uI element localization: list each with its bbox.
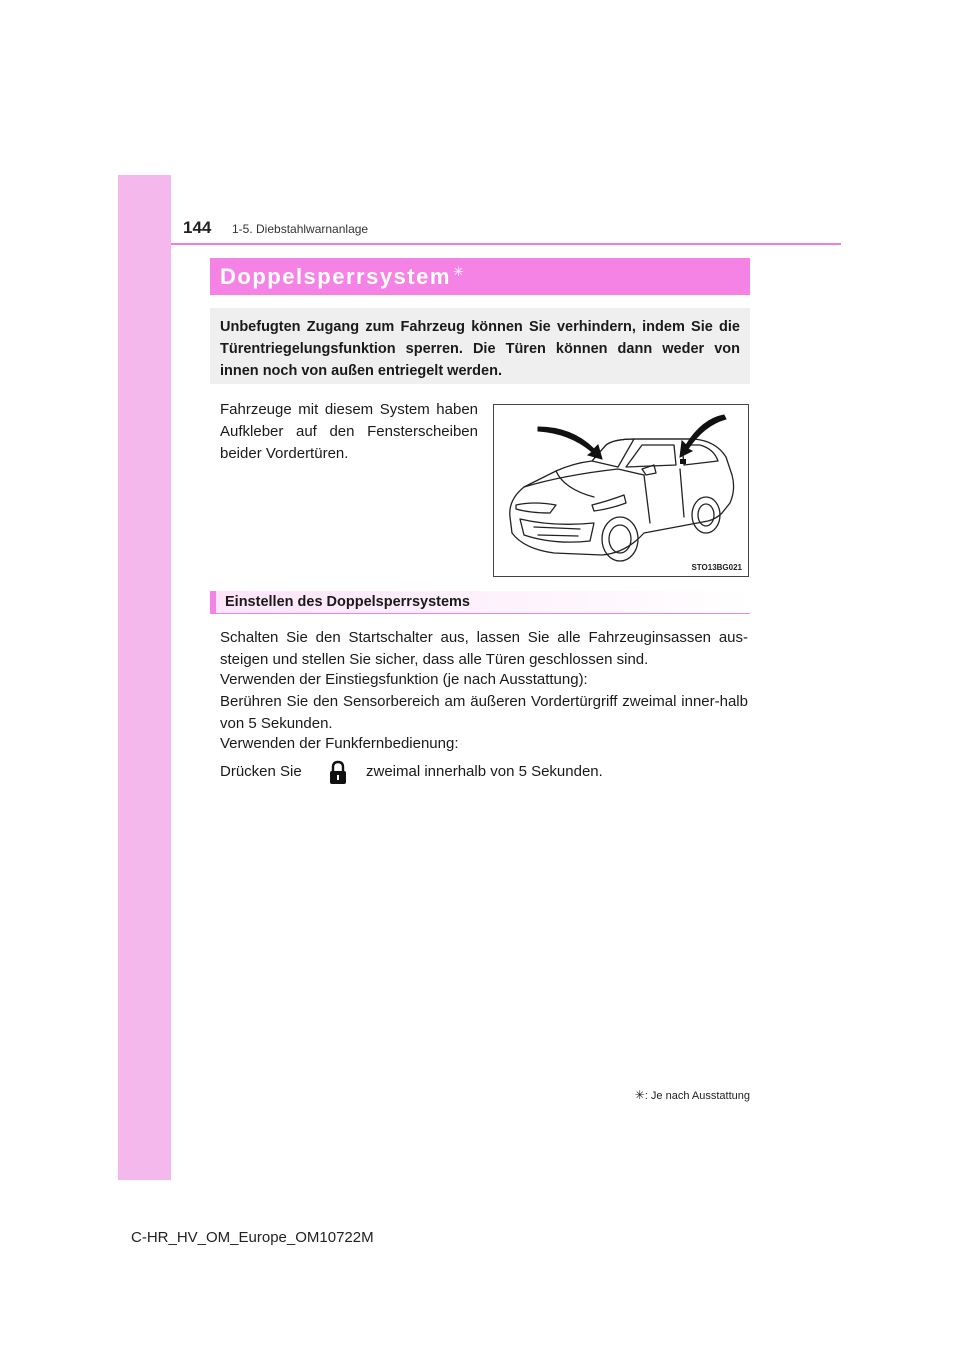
footnote-text: : Je nach Ausstattung [644, 1090, 750, 1102]
remote-heading: Verwenden der Funkfernbedienung: [220, 735, 459, 752]
subsection-accent [210, 591, 216, 613]
figure-code: STO13BG021 [691, 563, 742, 572]
lock-icon [326, 760, 350, 786]
entry-function-text: Berühren Sie den Sensorbereich am äußeren Vordertürgriff zweimal inner-halb von 5 Sekunden. [220, 693, 748, 732]
section-title: Doppelsperrsystem [220, 263, 451, 289]
footnote [635, 1088, 750, 1102]
press-text-before: Drücken Sie [220, 763, 302, 780]
press-text-after: zweimal innerhalb von 5 Sekunden. [366, 763, 603, 780]
document-code: C-HR_HV_OM_Europe_OM10722M [131, 1229, 374, 1246]
chapter-sidebar-tab [118, 175, 171, 1180]
section-title-bar [210, 258, 750, 295]
entry-function-heading: Verwenden der Einstiegsfunktion (je nach Ausstattung): [220, 671, 588, 688]
subsection-bar [210, 591, 750, 614]
sticker-note: Fahrzeuge mit diesem System haben Aufkleber auf den Fensterscheiben beider Vordertüren. [220, 401, 478, 462]
subsection-title: Einstellen des Doppelsperrsystems [225, 594, 470, 610]
chapter-title: 1-5. Diebstahlwarnanlage [232, 222, 369, 236]
footnote-star-icon: ✳ [634, 1088, 645, 1102]
page-number: 144 [183, 218, 212, 237]
intro-box: Unbefugten Zugang zum Fahrzeug können Sie verhindern, indem Sie die Türentriegelungsfunktion sperren. Die Türen können dann weder von innen noch von außen entriegelt werden. [210, 308, 750, 384]
step-1-text: Schalten Sie den Startschalter aus, lassen Sie alle Fahrzeuginsassen aus-steigen und stellen Sie sicher, dass alle Türen geschlossen sind. [220, 629, 748, 668]
header-rule [171, 243, 841, 245]
car-drawing [494, 405, 748, 576]
car-illustration [493, 404, 749, 577]
equipment-star-icon: ✳ [452, 264, 464, 279]
